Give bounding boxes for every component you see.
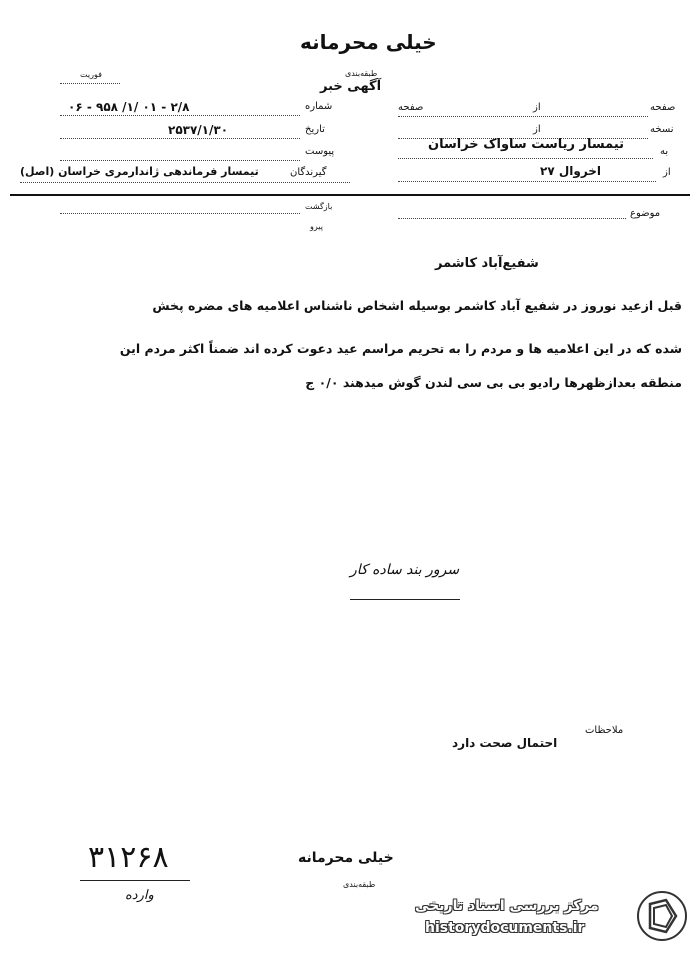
reference-label: پیرو xyxy=(310,222,323,231)
handwritten-number: ۳۱۲۶۸ xyxy=(88,840,169,875)
from-label-1: از xyxy=(533,102,541,113)
sender-label: از xyxy=(663,167,671,178)
subject-line xyxy=(398,218,626,219)
attachment-label: پیوست xyxy=(305,146,335,157)
recipients-value: تیمسار فرماندهی ژاندارمری خراسان (اصل) xyxy=(20,165,259,178)
body-line-1: قبل ازعید نوروز در شفیع آباد کاشمر بوسیله اشخاص ناشناس اعلامیه های مضره پخش xyxy=(152,298,682,313)
classification-top: خیلی محرمانه xyxy=(300,30,437,54)
urgency-label: فوریت xyxy=(80,70,102,79)
body-line-2: شده که در این اعلامیه ها و مردم را به تحریم مراسم عید دعوت کرده اند ضمناً اکثر مردم این xyxy=(119,341,682,356)
attachment-line xyxy=(60,160,300,161)
notes-value: احتمال صحت دارد xyxy=(452,736,558,750)
body-line-3: منطقه بعدازظهرها رادیو بی بی سی لندن گوش میدهند ۰/۰ ج xyxy=(305,375,682,390)
followup-line xyxy=(60,213,300,214)
header-rule xyxy=(10,194,690,196)
subject-label: موضوع xyxy=(630,208,661,219)
notes-label: ملاحظات xyxy=(585,725,624,736)
recipients-label: گیرندگان xyxy=(290,167,327,178)
followup-label: بازگشت xyxy=(305,202,333,211)
sender-line xyxy=(398,181,656,182)
handwritten-underline xyxy=(80,880,190,881)
to-value: تیمسار ریاست ساواک خراسان xyxy=(428,137,625,152)
page-label-2: صفحه xyxy=(398,102,424,113)
sender-value: اخروال ۲۷ xyxy=(540,164,602,178)
signature-line xyxy=(350,599,460,600)
to-line xyxy=(398,158,653,159)
number-value: ۲/۸ - ۰۱ /۱/ ۹۵۸ - ۰۶ xyxy=(68,100,190,114)
to-label: به xyxy=(660,146,669,157)
urgency-line xyxy=(60,83,120,84)
copy-label: نسخه xyxy=(650,124,674,135)
from-label-2: از xyxy=(533,124,541,135)
number-line xyxy=(60,115,300,116)
date-line xyxy=(60,138,300,139)
doc-type: آگهی خبر xyxy=(320,79,382,94)
classification-bottom: خیلی محرمانه xyxy=(298,850,394,866)
page-line xyxy=(398,116,648,117)
class-label: طبقه‌بندی xyxy=(345,69,378,78)
date-label: تاریخ xyxy=(305,124,325,135)
archive-logo-icon xyxy=(636,890,688,942)
recipients-line xyxy=(20,182,350,183)
watermark-org-name: مرکز بررسی اسناد تاریخی xyxy=(415,898,599,914)
watermark-url: historydocuments.ir xyxy=(425,920,585,936)
page-label: صفحه xyxy=(650,102,676,113)
number-label: شماره xyxy=(305,101,333,112)
handwritten-note: وارده xyxy=(125,888,154,903)
date-value: ۲۵۳۷/۱/۳۰ xyxy=(168,123,229,137)
class-label-bottom: طبقه‌بندی xyxy=(343,880,376,889)
signature: سرور بند ساده کار xyxy=(350,562,460,578)
body-heading: شفیع‌آباد کاشمر xyxy=(435,256,539,271)
